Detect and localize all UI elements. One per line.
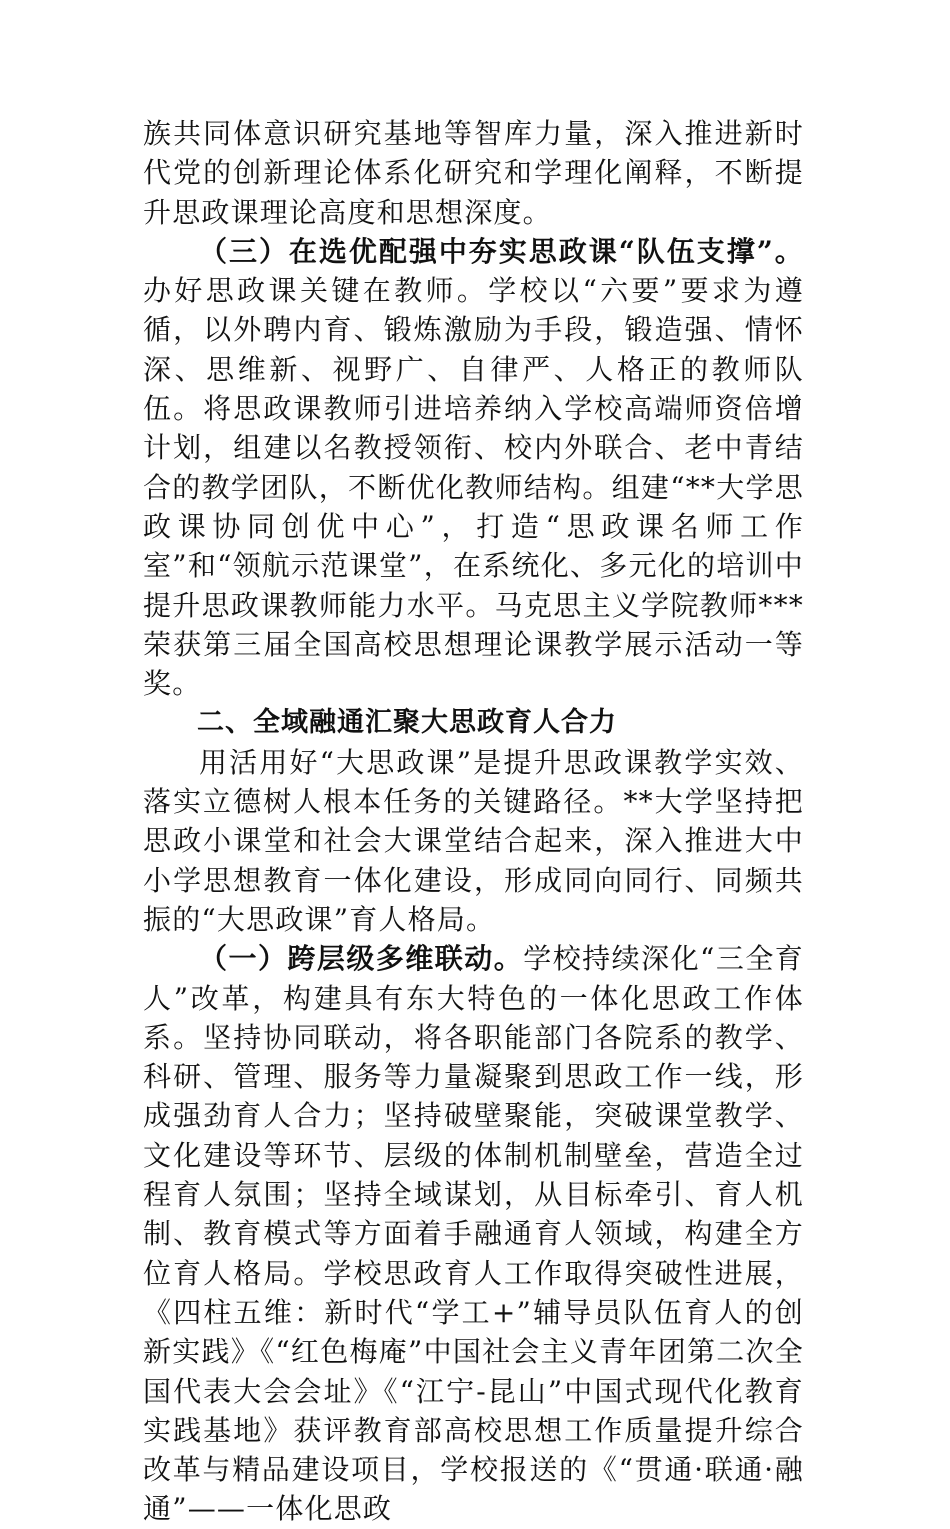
paragraph-continuation xyxy=(143,114,804,232)
paragraph-big-politics-course xyxy=(143,743,804,939)
paragraph-heading: （一）跨层级多维联动。 xyxy=(199,942,524,976)
paragraph-team-support xyxy=(143,232,804,704)
paragraph-cross-level xyxy=(143,939,804,1528)
paragraph-text: 学校持续深化“三全育人”改革，构建具有东大特色的一体化思政工作体系。坚持协同联动，将各职能部门各院系的教学、科研、管理、服务等力量凝聚到思政工作一线，形成强劲育人合力；坚持破壁聚能，突破课堂教学、文化建设等环节、层级的体制机制壁垒，营造全过程育人氛围；坚持全域谋划，从目标牵引、育人机制、教育模式等方面着手融通育人领域，构建全方位育人格局。学校思政育人工作取得突破性进展，《四柱五维：新时代“学工+”辅导员队伍育人的创新实践》《“红色梅庵”中国社会主义青年团第二次全国代表大会会址》《“江宁-昆山”中国式现代化教育实践基地》获评教育部高校思想工作质量提升综合改革与精品建设项目，学校报送的《“贯通·联通·融通”——一体化思政 xyxy=(143,942,804,1526)
document-page xyxy=(143,114,804,1529)
section-heading: 二、全域融通汇聚大思政育人合力 xyxy=(197,707,617,739)
paragraph-text: 办好思政课关键在教师。学校以“六要”要求为遵循，以外聘内育、锻炼激励为手段，锻造强、情怀深、思维新、视野广、自律严、人格正的教师队伍。将思政课教师引进培养纳入学校高端师资倍增计划，组建以名教授领衔、校内外联合、老中青结合的教学团队，不断优化教师结构。组建“**大学思政课协同创优中心”，打造“思政课名师工作室”和“领航示范课堂”，在系统化、多元化的培训中提升思政课教师能力水平。马克思主义学院教师***荣获第三届全国高校思想理论课教学展示活动一等奖。 xyxy=(143,274,805,701)
paragraph-text: 族共同体意识研究基地等智库力量，深入推进新时代党的创新理论体系化研究和学理化阐释，不断提升思政课理论高度和思想深度。 xyxy=(143,117,804,229)
paragraph-heading: （三）在选优配强中夯实思政课“队伍支撑”。 xyxy=(199,234,804,268)
paragraph-text: 用活用好“大思政课”是提升思政课教学实效、落实立德树人根本任务的关键路径。**大学坚持把思政小课堂和社会大课堂结合起来，深入推进大中小学思想教育一体化建设，形成同向同行、同频共振的“大思政课”育人格局。 xyxy=(143,745,804,936)
